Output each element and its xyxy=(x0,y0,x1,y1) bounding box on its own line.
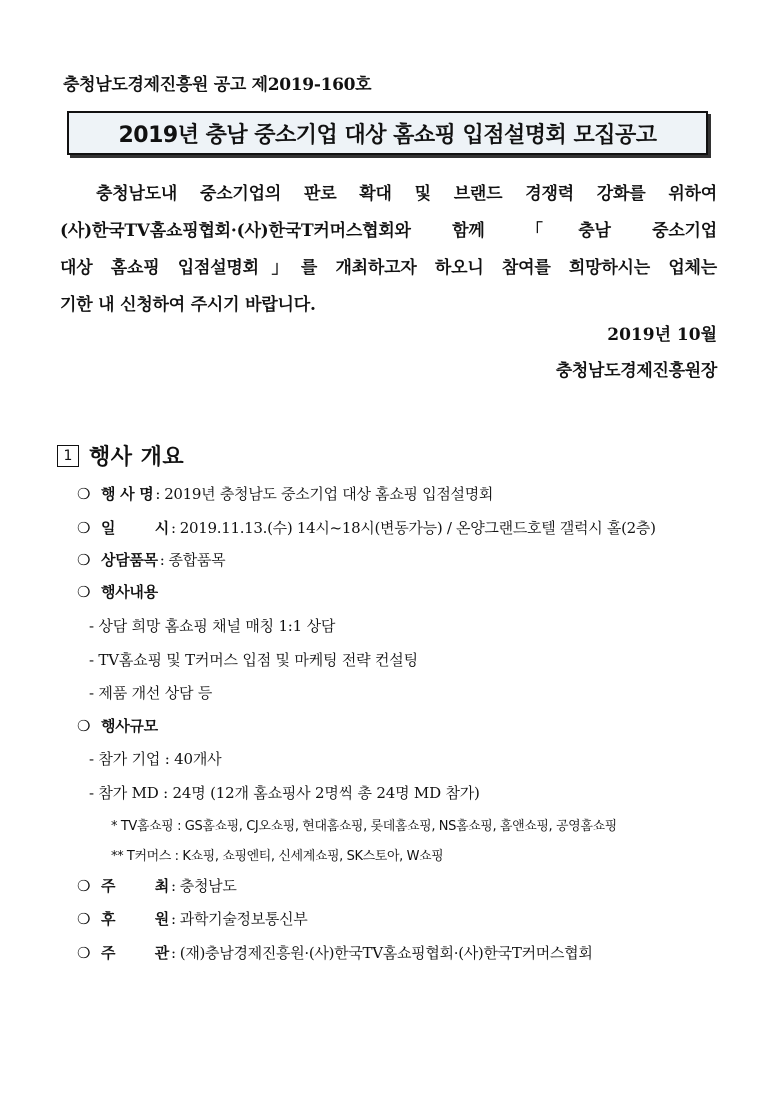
intro-line: 기한 내 신청하여 주시기 바랍니다. xyxy=(60,295,316,315)
item-value: 충청남도 xyxy=(179,877,237,895)
circle-bullet-icon: ❍ xyxy=(77,944,91,962)
item-label: 행사규모 xyxy=(101,717,158,735)
item-label: 주 관 xyxy=(101,944,169,962)
contents-sub-item: - TV홈쇼핑 및 T커머스 입점 및 마케팅 전략 컨설팅 xyxy=(89,651,418,669)
circle-bullet-icon: ❍ xyxy=(77,877,91,895)
item-label: 일 시 xyxy=(101,519,169,537)
issuer-signature: 충청남도경제진흥원장 xyxy=(555,361,717,381)
item-sponsor: ❍ 후 원 : 과학기술정보통신부 xyxy=(77,910,308,928)
item-label: 상담품목 xyxy=(101,551,158,569)
title-box xyxy=(67,111,708,155)
notice-number: 충청남도경제진흥원 공고 제2019-160호 xyxy=(63,75,372,95)
circle-bullet-icon: ❍ xyxy=(77,910,91,928)
circle-bullet-icon: ❍ xyxy=(77,717,91,735)
intro-line: 충청남도내 중소기업의 판로 확대 및 브랜드 경쟁력 강화를 위하여 xyxy=(96,184,717,204)
contents-sub-item: - 제품 개선 상담 등 xyxy=(89,684,213,702)
intro-line: (사)한국TV홈쇼핑협회·(사)한국T커머스협회와 함께 「충남 중소기업 xyxy=(60,221,717,241)
contents-sub-item: - 상담 희망 홈쇼핑 채널 매칭 1:1 상담 xyxy=(89,617,336,635)
item-value: 2019년 충청남도 중소기업 대상 홈쇼핑 입점설명회 xyxy=(164,485,494,503)
item-value: 2019.11.13.(수) 14시~18시(변동가능) / 온양그랜드호텔 갤럭시 홀(2층) xyxy=(179,519,656,537)
item-label: 주 최 xyxy=(101,877,169,895)
intro-line: 대상 홈쇼핑 입점설명회」를 개최하고자 하오니 참여를 희망하시는 업체는 xyxy=(60,258,717,278)
scale-note: * TV홈쇼핑 : GS홈쇼핑, CJ오쇼핑, 현대홈쇼핑, 롯데홈쇼핑, NS홈쇼핑, 홈앤쇼핑, 공영홈쇼핑 xyxy=(111,819,617,834)
circle-bullet-icon: ❍ xyxy=(77,551,91,569)
item-value: 종합품목 xyxy=(168,551,226,569)
item-host: ❍ 주 최 : 충청남도 xyxy=(77,877,237,895)
item-label: 행사내용 xyxy=(101,583,158,601)
item-organizer: ❍ 주 관 : (재)충남경제진흥원·(사)한국TV홈쇼핑협회·(사)한국T커머스협회 xyxy=(77,944,593,962)
item-value: 과학기술정보통신부 xyxy=(179,910,308,928)
item-scale xyxy=(77,715,158,736)
item-schedule: ❍ 일 시 : 2019.11.13.(수) 14시~18시(변동가능) / 온양그랜드호텔 갤럭시 홀(2층) xyxy=(77,519,656,537)
scale-note: ** T커머스 : K쇼핑, 쇼핑엔티, 신세계쇼핑, SK스토아, W쇼핑 xyxy=(111,849,444,864)
circle-bullet-icon: ❍ xyxy=(77,485,91,503)
item-event-name: ❍ 행 사 명 : 2019년 충청남도 중소기업 대상 홈쇼핑 입점설명회 xyxy=(77,485,494,503)
circle-bullet-icon: ❍ xyxy=(77,583,91,601)
document-title: 2019년 충남 중소기업 대상 홈쇼핑 입점설명회 모집공고 xyxy=(118,122,657,148)
item-contents xyxy=(77,581,158,602)
item-label: 행 사 명 xyxy=(101,485,154,503)
item-value: (재)충남경제진흥원·(사)한국TV홈쇼핑협회·(사)한국T커머스협회 xyxy=(179,944,593,962)
circle-bullet-icon: ❍ xyxy=(77,519,91,537)
section-heading xyxy=(57,440,184,471)
section-title: 행사 개요 xyxy=(89,445,185,470)
item-label: 후 원 xyxy=(101,910,169,928)
item-consult-category: ❍ 상담품목 : 종합품목 xyxy=(77,551,226,569)
announcement-date: 2019년 10월 xyxy=(607,325,717,345)
intro-paragraph xyxy=(60,176,717,324)
scale-sub-item: - 참가 MD : 24명 (12개 홈쇼핑사 2명씩 총 24명 MD 참가) xyxy=(89,784,480,802)
scale-sub-item: - 참가 기업 : 40개사 xyxy=(89,750,222,768)
section-number-box: 1 xyxy=(57,445,79,467)
